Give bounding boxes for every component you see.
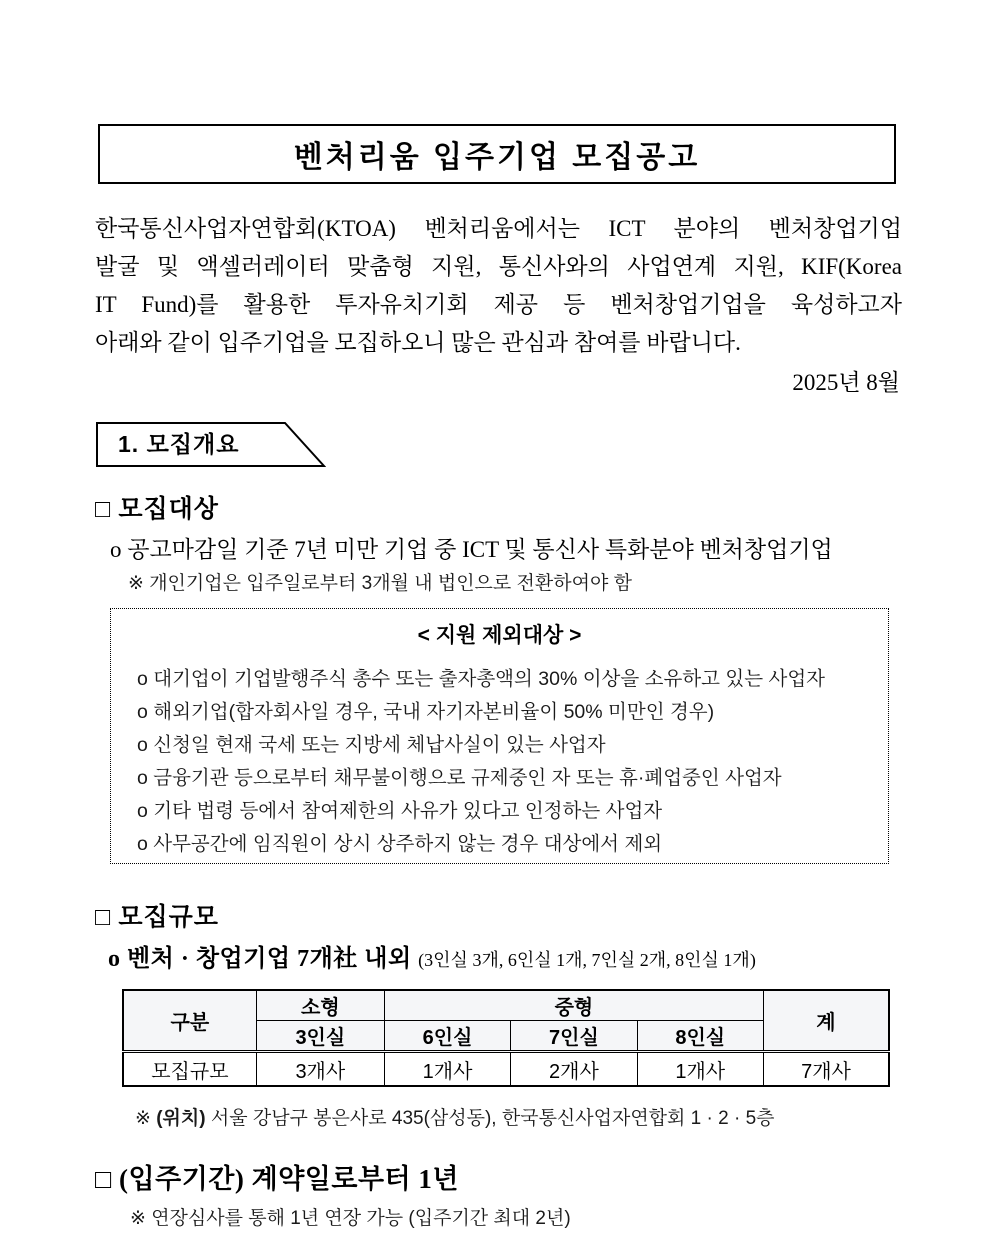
document-title: 벤처리움 입주기업 모집공고 bbox=[293, 141, 701, 174]
scale-bullet bbox=[108, 942, 992, 977]
scale-bullet-detail: (3인실 3개, 6인실 1개, 7인실 2개, 8인실 1개) bbox=[418, 950, 756, 970]
table-cell: 1개사 bbox=[637, 1052, 763, 1087]
table-header-small: 소형 bbox=[256, 990, 384, 1021]
target-heading: □ 모집대상 bbox=[95, 496, 219, 523]
intro-line: 한국통신사업자연합회(KTOA) 벤처리움에서는 ICT 분야의 벤처창업기업 bbox=[95, 216, 902, 241]
exclusion-item: o 신청일 현재 국세 또는 지방세 체납사실이 있는 사업자 bbox=[137, 734, 606, 756]
period-note: ※ 연장심사를 통해 1년 연장 가능 (입주기간 최대 2년) bbox=[130, 1208, 571, 1229]
exclusion-item: o 해외기업(합자회사일 경우, 국내 자기자본비율이 50% 미만인 경우) bbox=[137, 701, 715, 723]
table-cell: 3개사 bbox=[256, 1052, 384, 1087]
table-cell: 2개사 bbox=[511, 1052, 637, 1087]
date-line: 2025년 8월 bbox=[792, 370, 900, 395]
target-note: ※ 개인기업은 입주일로부터 3개월 내 법인으로 전환하여야 함 bbox=[128, 573, 632, 594]
intro-paragraph bbox=[95, 210, 902, 362]
table-data-row bbox=[123, 1052, 889, 1087]
exclusion-item: o 대기업이 기업발행주식 총수 또는 출자총액의 30% 이상을 소유하고 있는 사업자 bbox=[137, 668, 825, 690]
table-header-total: 계 bbox=[763, 990, 889, 1052]
intro-line: 발굴 및 액셀러레이터 맞춤형 지원, 통신사와의 사업연계 지원, KIF(Korea bbox=[95, 254, 902, 279]
exclusion-item: o 기타 법령 등에서 참여제한의 사유가 있다고 인정하는 사업자 bbox=[137, 800, 663, 822]
table-cell: 1개사 bbox=[384, 1052, 510, 1087]
table-header-room: 8인실 bbox=[637, 1021, 763, 1052]
table-header-room: 6인실 bbox=[384, 1021, 510, 1052]
exclusion-box-title: < 지원 제외대상 > bbox=[417, 624, 582, 647]
exclusion-item: o 사무공간에 임직원이 상시 상주하지 않는 경우 대상에서 제외 bbox=[137, 833, 663, 855]
location-label: (위치) bbox=[156, 1108, 206, 1129]
table-cell: 7개사 bbox=[763, 1052, 889, 1087]
exclusion-item: o 금융기관 등으로부터 채무불이행으로 규제중인 자 또는 휴·폐업중인 사업자 bbox=[137, 767, 782, 789]
period-heading: □ (입주기간) 계약일로부터 1년 bbox=[95, 1164, 459, 1194]
table-header-room: 7인실 bbox=[511, 1021, 637, 1052]
section-1-banner-label: 1. 모집개요 bbox=[118, 431, 240, 457]
recruit-scale-table bbox=[122, 989, 890, 1087]
exclusion-item-list bbox=[111, 651, 888, 861]
target-bullet: o 공고마감일 기준 7년 미만 기업 중 ICT 및 통신사 특화분야 벤처창업기업 bbox=[110, 537, 833, 562]
document-title-box bbox=[98, 124, 896, 184]
table-header-room: 3인실 bbox=[256, 1021, 384, 1052]
intro-line: 아래와 같이 입주기업을 모집하오니 많은 관심과 참여를 바랍니다. bbox=[95, 330, 741, 355]
location-note bbox=[135, 1107, 992, 1131]
intro-line: IT Fund)를 활용한 투자유치기회 제공 등 벤처창업기업을 육성하고자 bbox=[95, 292, 902, 317]
section-1-banner bbox=[96, 422, 326, 468]
table-row-label: 모집규모 bbox=[123, 1052, 256, 1087]
location-mark: ※ bbox=[135, 1108, 157, 1129]
table-header-row-1 bbox=[123, 990, 889, 1021]
location-text: 서울 강남구 봉은사로 435(삼성동), 한국통신사업자연합회 1 · 2 · 5층 bbox=[205, 1108, 775, 1129]
scale-bullet-main: o 벤처 · 창업기업 7개社 내외 bbox=[108, 946, 419, 972]
exclusion-box bbox=[110, 608, 889, 864]
scale-heading: □ 모집규모 bbox=[95, 904, 219, 931]
table-header-medium: 중형 bbox=[384, 990, 763, 1021]
table-header-group: 구분 bbox=[123, 990, 256, 1052]
